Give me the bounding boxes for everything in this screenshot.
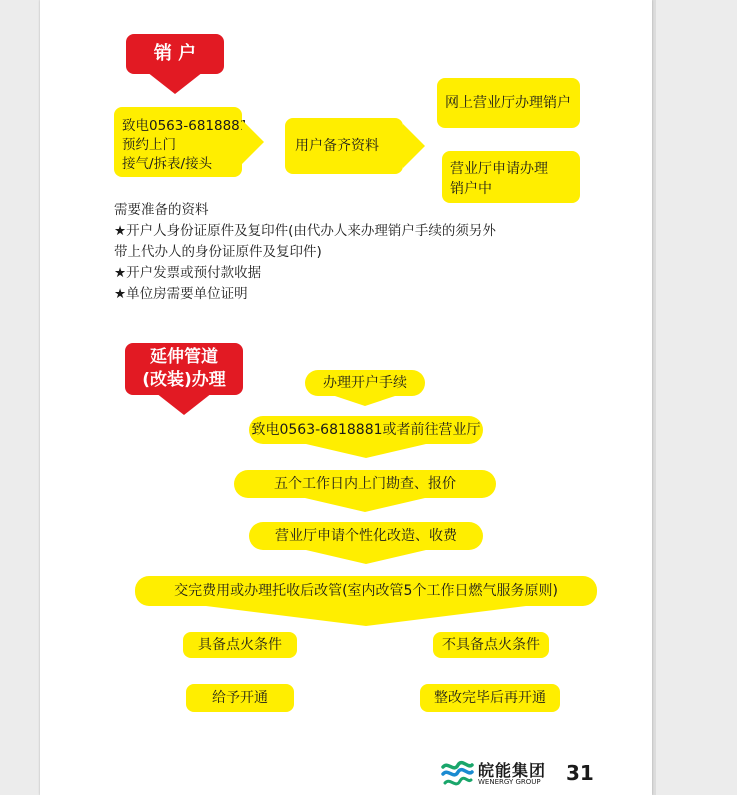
notes-item: ★单位房需要单位证明 [114,286,248,302]
section-tag-line2: (改装)办理 [142,370,226,390]
logo-name-en: WENERGY GROUP [478,777,541,786]
viewer-right-margin [652,0,737,795]
company-logo [440,757,546,791]
logo-name-cn: 皖能集团 [478,760,547,780]
flow-step-label: 营业厅申请个性化改造、收费 [275,528,457,544]
step-call-line1: 致电0563-6818881 [122,118,249,134]
option-online-label: 网上营业厅办理销户 [445,95,571,111]
viewer-left-margin [0,0,40,795]
step-call-line2: 预约上门 [122,137,176,153]
branch-ignition-not-ready [433,632,549,658]
required-documents [114,200,554,305]
wenergy-logo-icon [440,759,474,789]
section-tag-cancel-account [126,34,224,74]
step-prepare-label: 用户备齐资料 [295,138,379,154]
option-hall-line1: 营业厅申请办理 [450,161,548,177]
section-tag-pipe-extension [125,343,243,395]
section-tag-label: 销 户 [153,43,197,64]
notes-item: ★开户发票或预付款收据 [114,265,262,281]
section-tag-line1: 延伸管道 [150,347,218,367]
flow-step-apply-and-pay [249,522,483,550]
flow-step-label: 交完费用或办理托收后改管(室内改管5个工作日燃气服务原则) [174,583,558,599]
branch-ignition-ready [183,632,297,658]
flow-step-open-account [305,370,425,396]
flow-step-call-or-visit [249,416,483,444]
flow-step-label: 五个工作日内上门勘查、报价 [274,476,456,492]
page-number: 31 [566,761,594,785]
step-prepare-documents [285,118,403,174]
flow-step-pipe-modification [135,576,597,606]
notes-item: ★开户人身份证原件及复印件(由代办人来办理销户手续的须另外 [114,223,496,239]
result-label: 整改完毕后再开通 [434,690,546,706]
option-hall-line2: 销户中 [450,181,492,197]
branch-label: 具备点火条件 [198,637,282,653]
flow-step-site-survey [234,470,496,498]
flow-step-label: 致电0563-6818881或者前往营业厅 [251,422,481,438]
flow-step-label: 办理开户手续 [323,375,407,391]
option-business-hall [442,151,580,203]
step-call-appointment [114,107,249,177]
option-online-hall [437,78,580,128]
step-call-line3: 接气/拆表/接头 [122,156,213,172]
branch-label: 不具备点火条件 [442,637,540,653]
result-rectify-then-activate [420,684,560,712]
result-activate [186,684,294,712]
notes-heading: 需要准备的资料 [114,202,209,218]
notes-item: 带上代办人的身份证原件及复印件) [114,244,322,260]
result-label: 给予开通 [212,690,268,706]
